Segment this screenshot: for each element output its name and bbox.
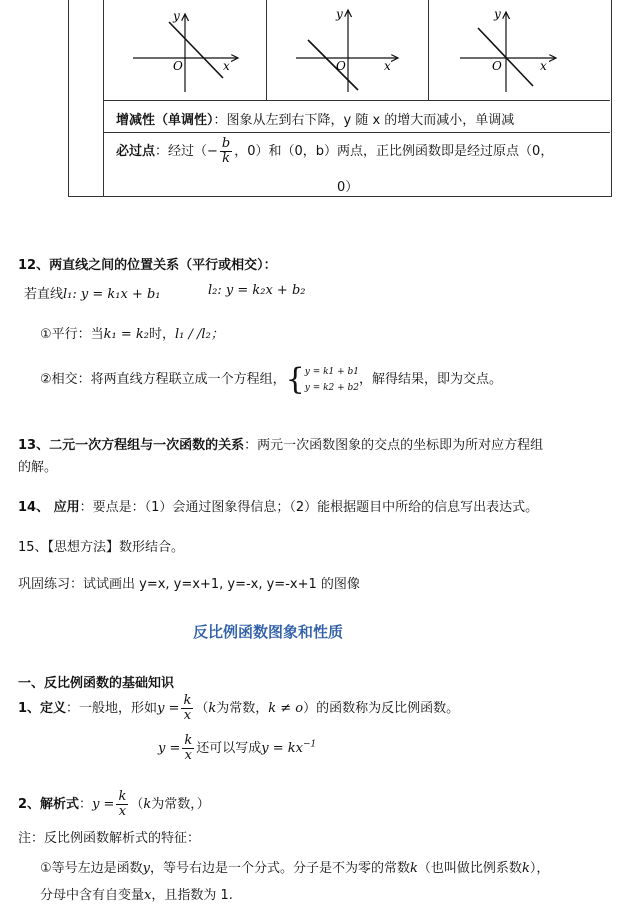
graph-cell-2 [266,0,429,101]
fraction-numerator: k [118,789,127,804]
feature-1-k2: k [521,861,530,876]
fraction-k-over-x [182,734,194,763]
expression-y: y = [92,797,115,812]
fraction-b-over-k [220,137,232,166]
definition-d: ）的函数称为反比例函数。 [303,701,460,716]
definition-k: k [208,701,217,716]
s15-text: 15、【思想方法】数形结合。 [18,540,185,555]
fraction-denominator: x [118,804,127,819]
system-line-2: y = k2 + b2 [304,382,360,393]
s12-parallel-a: ①平行：当 [40,327,104,342]
feature-2-x: x [144,888,152,903]
axis-x-label: x [223,59,230,73]
expression-k: k [143,797,152,812]
fraction-k-over-x [116,790,128,819]
expression-a: ： [79,797,93,812]
practice-text: 巩固练习：试试画出 y=x, y=x+1, y=-x, y=-x+1 的图像 [18,577,360,592]
axis-y-label: y [336,7,343,21]
s14-text: ：要点是：（1）会通过图象得信息；（2）能根据题目中所给的信息写出表达式。 [79,500,539,515]
equation-system [305,364,359,396]
graph-decreasing-positive-intercept [103,0,266,100]
monotonicity-text: ：图象从左到右下降，y 随 x 的增大而减小，单调减 [213,113,515,128]
axis-y-label: y [494,7,501,21]
s12-parallel-c: 时， [149,327,176,342]
s13-row-1 [18,434,543,453]
feature-1-c: （也叫做比例系数 [417,861,522,876]
s12-parallel-cond: k₁ = k₂ [103,327,149,342]
fixed-point-text-b: ，0）和（0，b）两点，正比例函数即是经过原点（0， [234,144,554,159]
definition-b: （ [195,701,209,716]
expression-row [18,790,210,819]
feature-2-a: 分母中含有自变量 [40,888,145,903]
fixed-point-text-c: 0） [337,180,359,195]
s14-label: 14、 应用 [18,500,80,515]
fraction-denominator: x [184,748,192,763]
definition-condition: k ≠ o [268,701,304,716]
fixed-point-text-a: ：经过（− [155,144,218,159]
alt-y: y = [158,741,181,756]
fixed-point-row [116,137,553,166]
monotonicity-label: 增减性（单调性） [116,113,214,128]
s12-intersect-b: ，解得结果，即为交点。 [359,372,503,387]
definition-label: 1、定义 [18,701,67,716]
expression-label: 2、解析式 [18,797,80,812]
feature-1-k: k [410,861,418,876]
s14-row [18,496,538,515]
s12-line1-eq: l₁: y = k₁x + b₁ [63,287,161,302]
axis-y-label: y [173,9,180,23]
feature-1-a: ①等号左边是函数 [40,861,143,876]
fixed-point-label: 必过点 [116,144,156,159]
definition-y: y = [157,701,180,716]
definition-row [18,694,459,723]
graph-decreasing-negative-intercept [266,0,428,100]
s12-intersect-row [40,362,502,397]
alt-c: y = kx [261,741,303,756]
graph-cell-3 [428,0,610,101]
graph-cell-1 [103,0,267,101]
s13-text-1: ：两元一次函数图象的交点的坐标即为所对应方程组 [244,438,544,453]
s12-parallel-result: l₁ / /l₂； [175,327,224,342]
feature-1-d: ）， [529,861,550,876]
system-brace: { [285,362,305,397]
expression-c: 为常数，） [151,797,210,812]
s12-heading: 12、两直线之间的位置关系（平行或相交）： [18,258,277,273]
fraction-denominator: k [222,151,231,166]
fraction-denominator: x [183,708,192,723]
basics-heading: 一、反比例函数的基础知识 [18,676,175,691]
feature-2-row [40,884,233,903]
section-title: 反比例函数图象和性质 [193,623,344,641]
feature-1-b: ，等号右边是一个分式。分子是不为零的常数 [150,861,411,876]
system-line-1: y = k1 + b1 [304,366,360,377]
fraction-numerator: b [221,136,231,151]
origin-label: O [336,59,346,73]
alt-b: 还可以写成 [196,741,262,756]
s12-parallel-row [40,323,224,342]
feature-2-b: ，且指数为 1. [151,888,233,903]
s12-line2-eq: l₂: y = k₂x + b₂ [208,283,306,298]
s12-intersect-a: ②相交：将两直线方程联立成一个方程组， [40,372,286,387]
s12-lines-row [24,283,161,302]
note-text: 注：反比例函数解析式的特征： [18,831,201,846]
definition-c: 为常数， [216,701,269,716]
graph-through-origin [428,0,610,100]
monotonicity-row [116,109,514,128]
fraction-k-over-x [181,694,193,723]
origin-label: O [173,59,183,73]
table-row-divider [103,132,610,133]
axis-x-label: x [384,59,391,73]
fraction-numerator: k [183,693,192,708]
feature-1-row [40,857,549,876]
s13-text-2: 的解。 [18,460,58,475]
fraction-numerator: k [184,733,193,748]
definition-a: ：一般地，形如 [66,701,158,716]
s12-line1-prefix: 若直线 [24,287,64,302]
alt-exponent: −1 [303,739,317,750]
origin-label: O [492,59,502,73]
axis-x-label: x [540,59,547,73]
feature-1-y: y [142,861,151,876]
s13-label: 13、二元一次方程组与一次函数的关系 [18,438,245,453]
alternate-form-row [158,734,316,763]
expression-b: （ [130,797,144,812]
